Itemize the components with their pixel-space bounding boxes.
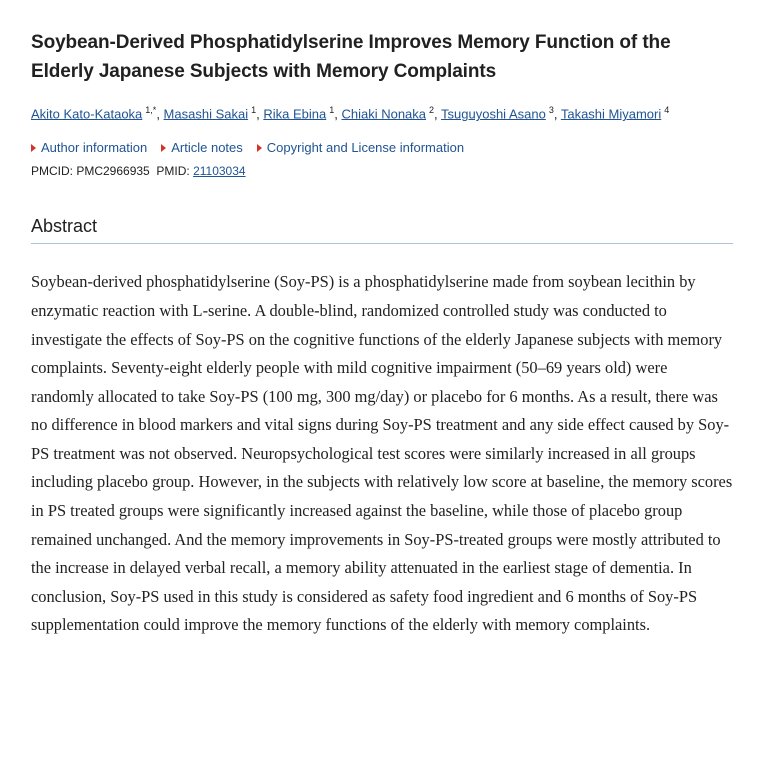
author-link[interactable]: Chiaki Nonaka (341, 106, 427, 122)
author-information-toggle[interactable] (31, 140, 147, 155)
author-information-label: Author information (41, 140, 148, 156)
author-affiliation: 1,* (145, 105, 157, 115)
article-title: Soybean-Derived Phosphatidylserine Improves Memory Function of the Elderly Japanese Subjects with Memory Complaints (31, 32, 671, 82)
pmid-label: PMID: (156, 164, 190, 179)
article-identifiers (31, 164, 733, 178)
pmid-link[interactable]: 21103034 (193, 164, 246, 179)
author-link[interactable]: Takashi Miyamori (560, 106, 662, 122)
author-affiliation: 2 (429, 105, 435, 115)
triangle-right-icon (161, 144, 166, 152)
copyright-license-toggle[interactable] (257, 140, 464, 155)
author-affiliation: 1 (329, 105, 335, 115)
triangle-right-icon (257, 144, 262, 152)
author-affiliation: 4 (664, 105, 670, 115)
author-affiliation: 3 (548, 105, 554, 115)
author-link[interactable]: Rika Ebina (263, 106, 327, 122)
author-link[interactable]: Masashi Sakai (163, 106, 249, 122)
article-notes-label: Article notes (171, 140, 243, 156)
author-affiliation: 1 (251, 105, 257, 115)
abstract-text: Soybean-derived phosphatidylserine (Soy-PS) is a phosphatidylserine made from soybean lecithin by enzymatic reaction with L-serine. A double-blind, randomized controlled study was conducted to investigate the effects of Soy-PS on the cognitive functions of the elderly Japanese subjects with memory complaints. Seventy-eight elderly people with mild cognitive impairment (50–69 years old) were randomly allocated to take Soy-PS (100 mg, 300 mg/day) or placebo for 6 months. As a result, there was no difference in blood markers and vital signs during Soy-PS treatment and any side effect caused by Soy-PS treatment was not observed. Neuropsychological test scores were similarly increased in all groups including placebo group. However, in the subjects with relatively low score at baseline, the memory scores in PS treated groups were significantly increased against the baseline, while those of placebo group remained unchanged. And the memory improvements in Soy-PS-treated groups were mostly attributed to the increase in delayed verbal recall, a memory ability attenuated in the earliest stage of dementia. In conclusion, Soy-PS used in this study is considered as safety food ingredient and 6 months of Soy-PS supplementation could improve the memory functions of the elderly with memory complaints. (31, 272, 733, 635)
article-page (31, 28, 733, 656)
article-notes-toggle[interactable] (161, 140, 243, 155)
author-link[interactable]: Akito Kato-Kataoka (31, 106, 143, 122)
pmcid: PMCID: PMC2966935 (31, 164, 150, 179)
abstract-heading: Abstract (31, 216, 733, 244)
author-link[interactable]: Tsuguyoshi Asano (441, 106, 546, 122)
triangle-right-icon (31, 144, 36, 152)
copyright-license-label: Copyright and License information (266, 140, 465, 156)
author-list: Akito Kato-Kataoka $^{1,*}$, Masashi Sakai $^1$, Rika Ebina $^1$, Chiaki Nonaka $^2$, Tsuguyoshi Asano $^3$, Takashi Miyamori $^4$ (31, 105, 670, 122)
article-meta-links (31, 140, 733, 155)
